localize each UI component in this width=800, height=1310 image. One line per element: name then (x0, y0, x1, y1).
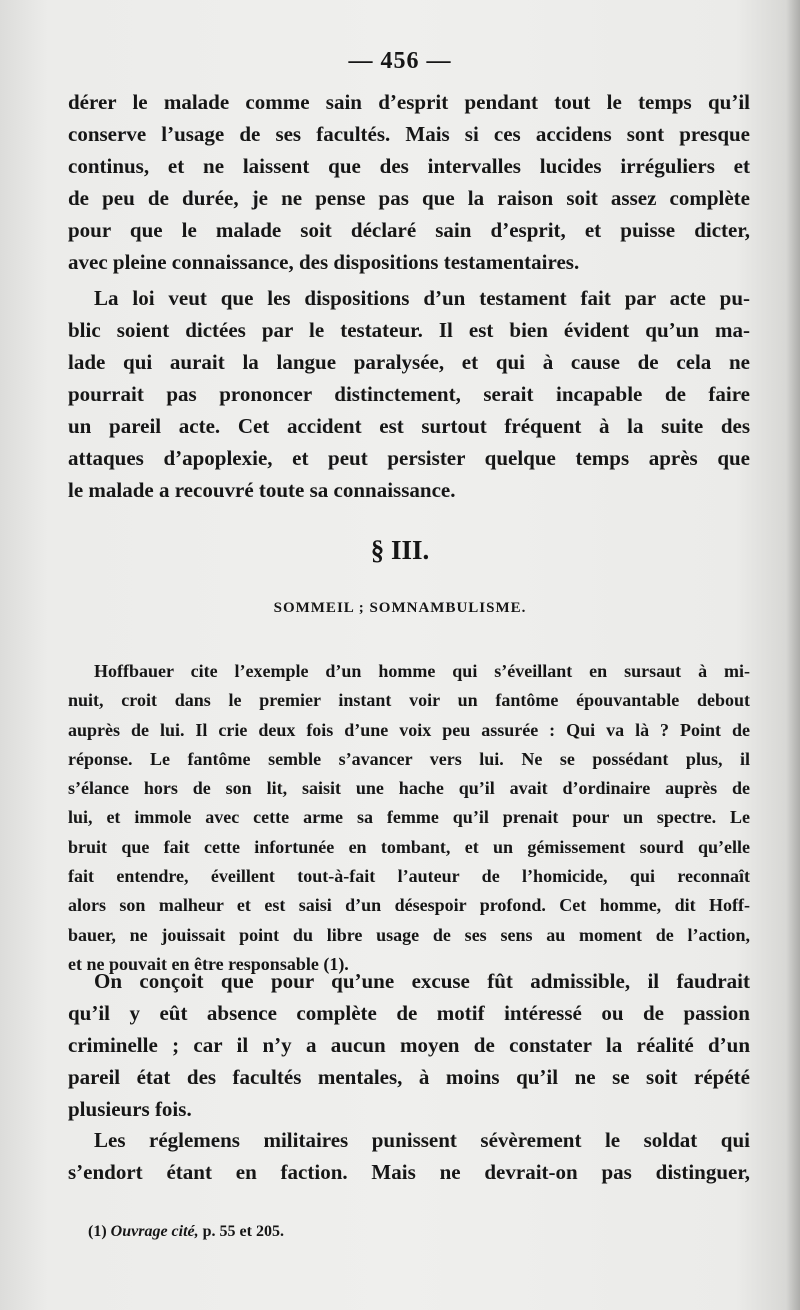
text-line: pour que le malade soit déclaré sain d’esprit, et puisse dicter, (68, 218, 750, 242)
text-line: pourrait pas prononcer distinctement, serait incapable de faire (68, 382, 750, 406)
footnote-work: Ouvrage cité, (110, 1223, 199, 1240)
footnote-marker: (1) (88, 1223, 107, 1240)
text-line: pareil état des facultés mentales, à moins qu’il ne se soit répété (68, 1065, 750, 1089)
law-paragraph (68, 282, 750, 506)
text-line: Hoffbauer cite l’exemple d’un homme qui s’éveillant en sursaut à mi- (94, 661, 750, 681)
text-line: Les réglemens militaires punissent sévèrement le soldat qui (94, 1128, 750, 1152)
text-line: criminelle ; car il n’y a aucun moyen de constater la réalité d’un (68, 1033, 750, 1057)
text-line: blic soient dictées par le testateur. Il est bien évident qu’un ma- (68, 318, 750, 342)
hoffbauer-paragraph (68, 657, 750, 979)
text-line: La loi veut que les dispositions d’un testament fait par acte pu- (94, 286, 750, 310)
text-line: qu’il y eût absence complète de motif intéressé ou de passion (68, 1001, 750, 1025)
continued-paragraph (68, 86, 750, 278)
text-line: un pareil acte. Cet accident est surtout fréquent à la suite des (68, 414, 750, 438)
conception-paragraph (68, 965, 750, 1125)
text-line: conserve l’usage de ses facultés. Mais si ces accidens sont presque (68, 122, 750, 146)
text-line: s’élance hors de son lit, saisit une hache qu’il avait d’ordinaire auprès de (68, 778, 750, 799)
section-title: SOMMEIL ; SOMNAMBULISME. (273, 600, 527, 616)
text-line: réponse. Le fantôme semble s’avancer vers lui. Ne se possédant plus, il (68, 748, 750, 769)
text-line: le malade a recouvré toute sa connaissance. (68, 478, 456, 502)
text-line: lade qui aurait la langue paralysée, et qui à cause de cela ne (68, 350, 750, 374)
text-line: attaques d’apoplexie, et peut persister quelque temps après que (68, 446, 750, 470)
text-line: lui, et immole avec cette arme sa femme qu’il prenait pour un spectre. Le (68, 807, 750, 828)
text-line: dérer le malade comme sain d’esprit pendant tout le temps qu’il (68, 90, 750, 114)
page-edge-shadow (786, 0, 800, 1310)
text-line: On conçoit que pour qu’une excuse fût admissible, il faudrait (94, 969, 750, 993)
reglemens-paragraph (68, 1124, 750, 1188)
text-line: alors son malheur et est saisi d’un désespoir profond. Cet homme, dit Hoff- (68, 895, 750, 916)
page-number: — 456 — (348, 48, 452, 74)
footnote (88, 1221, 284, 1243)
footnote-pages: p. 55 et 205. (202, 1223, 284, 1240)
text-line: nuit, croit dans le premier instant voir un fantôme épouvantable debout (68, 690, 750, 711)
text-line: bruit que fait cette infortunée en tombant, et un gémissement sourd qu’elle (68, 836, 750, 857)
text-line: fait entendre, éveillent tout-à-fait l’auteur de l’homicide, qui reconnaît (68, 866, 750, 887)
text-line: de peu de durée, je ne pense pas que la raison soit assez complète (68, 186, 750, 210)
section-number: § III. (370, 535, 430, 565)
text-line: s’endort étant en faction. Mais ne devrait-on pas distinguer, (68, 1160, 750, 1184)
text-line: bauer, ne jouissait point du libre usage de ses sens au moment de l’action, (68, 924, 750, 945)
text-line: et ne pouvait en être responsable (1). (68, 953, 349, 974)
text-line: plusieurs fois. (68, 1097, 192, 1121)
text-line: continus, et ne laissent que des intervalles lucides irréguliers et (68, 154, 750, 178)
text-line: avec pleine connaissance, des dispositions testamentaires. (68, 250, 580, 274)
text-line: auprès de lui. Il crie deux fois d’une voix peu assurée : Qui va là ? Point de (68, 719, 750, 740)
